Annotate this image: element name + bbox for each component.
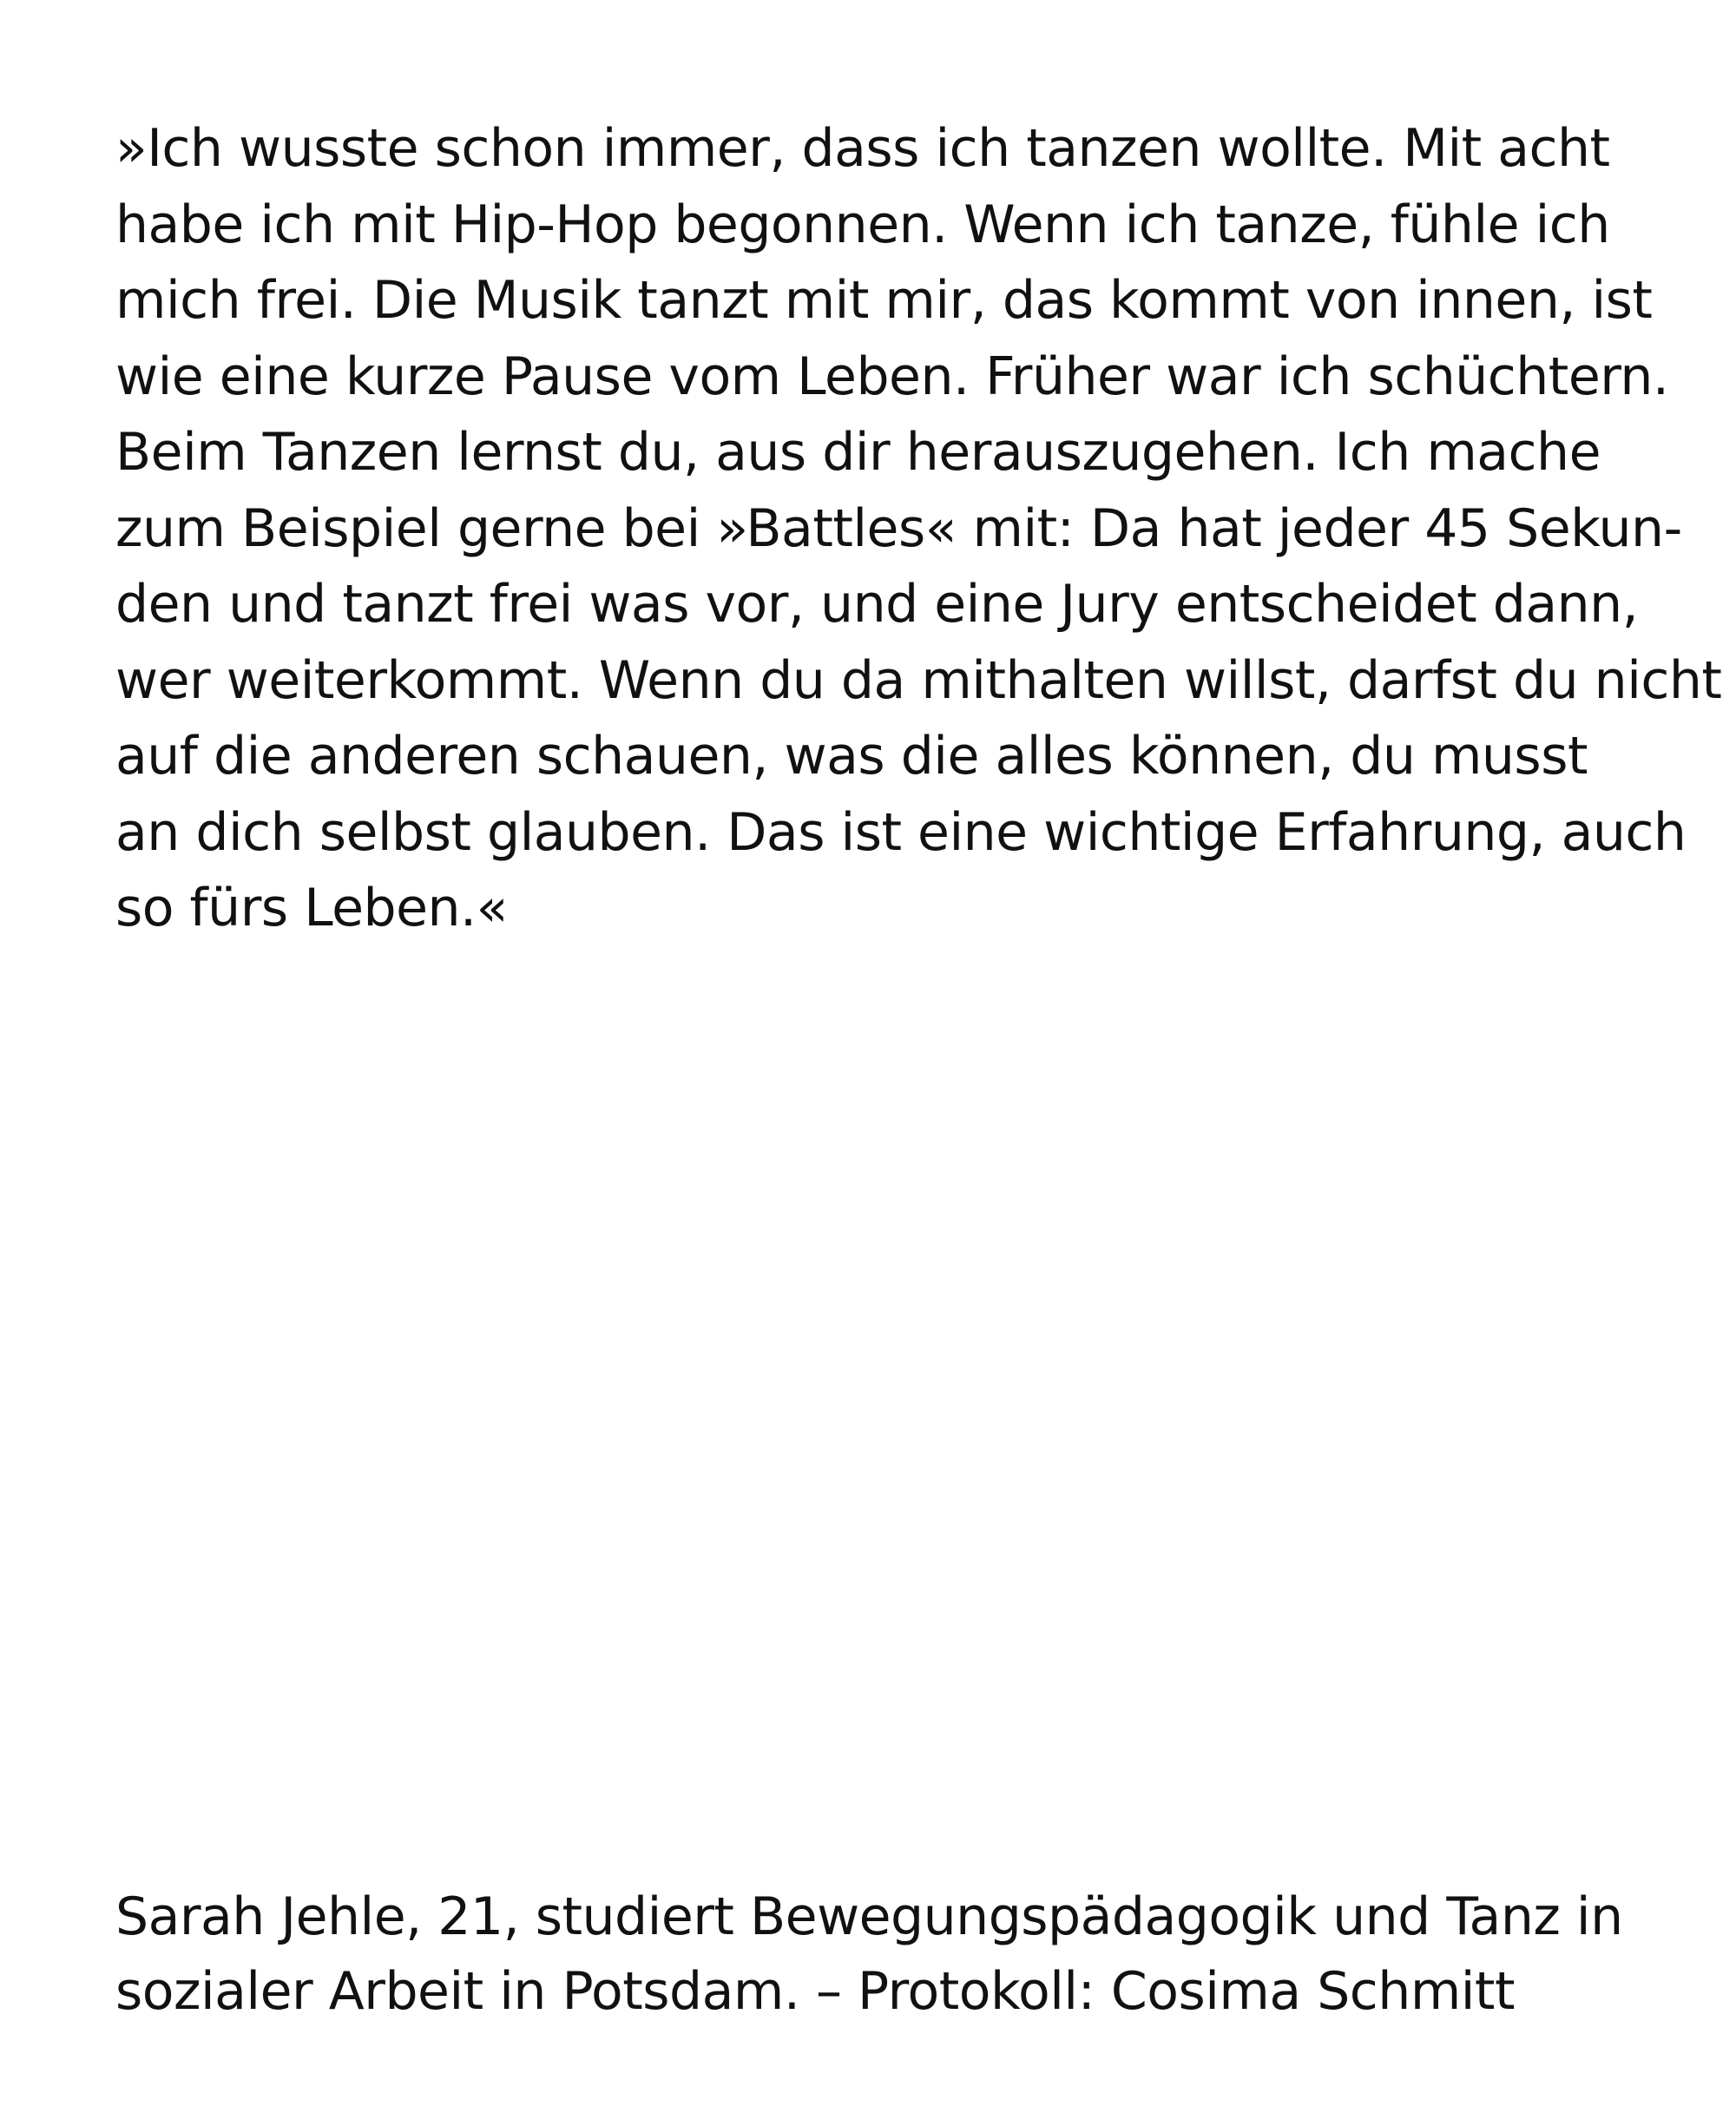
quote-line: den und tanzt frei was vor, und eine Jury entscheidet dann, xyxy=(115,574,1639,635)
quote-line: »Ich wusste schon immer, dass ich tanzen wollte. Mit acht xyxy=(115,118,1610,179)
quote-line: mich frei. Die Musik tanzt mit mir, das kommt von innen, ist xyxy=(115,270,1653,331)
quote-line: auf die anderen schauen, was die alles können, du musst xyxy=(115,726,1588,787)
quote-line: so fürs Leben.« xyxy=(115,878,508,938)
caption-line: Sarah Jehle, 21, studiert Bewegungspädagogik und Tanz in xyxy=(115,1886,1623,1947)
quote-line: an dich selbst glauben. Das ist eine wichtige Erfahrung, auch xyxy=(115,801,1687,863)
quote-line: wer weiterkommt. Wenn du da mithalten willst, darfst du nicht xyxy=(115,649,1722,711)
quote-line: wie eine kurze Pause vom Leben. Früher war ich schüchtern. xyxy=(115,346,1669,407)
author-caption xyxy=(115,1879,1643,2029)
caption-line: sozialer Arbeit in Potsdam. – Protokoll: Cosima Schmitt xyxy=(115,1961,1515,2022)
quote-line: Beim Tanzen lernst du, aus dir herauszugehen. Ich mache xyxy=(115,422,1601,483)
quote-line: zum Beispiel gerne bei »Battles« mit: Da hat jeder 45 Sekun- xyxy=(115,497,1682,559)
interview-quote xyxy=(115,111,1722,947)
quote-line: habe ich mit Hip-Hop begonnen. Wenn ich tanze, fühle ich xyxy=(115,194,1610,255)
